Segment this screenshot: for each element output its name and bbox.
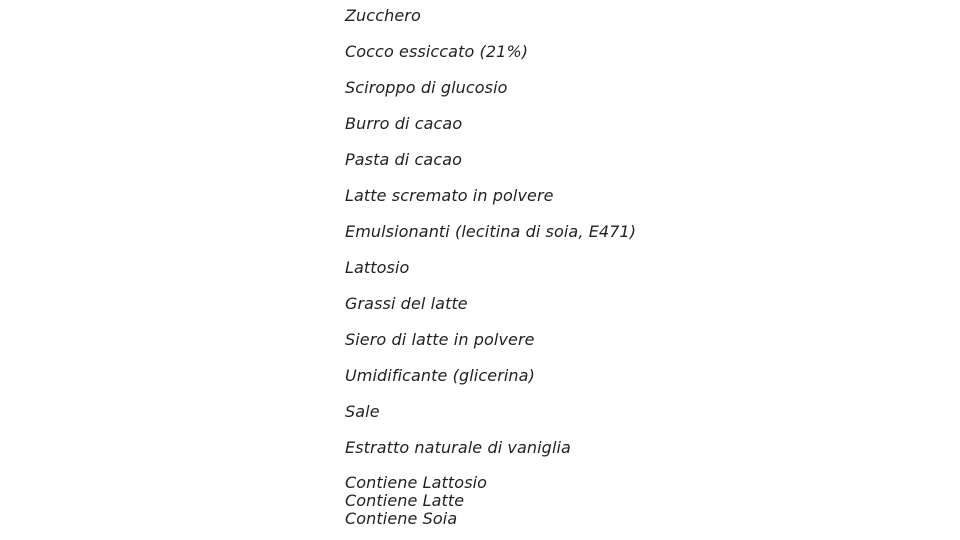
ingredient-item: Siero di latte in polvere <box>345 330 535 349</box>
ingredient-item: Sale <box>345 402 380 421</box>
ingredient-item: Umidificante (glicerina) <box>345 366 535 385</box>
ingredient-list <box>345 6 636 528</box>
allergen-line: Contiene Latte <box>345 491 465 510</box>
ingredient-item: Zucchero <box>345 6 421 25</box>
allergen-line: Contiene Lattosio <box>345 473 488 492</box>
ingredient-item: Grassi del latte <box>345 294 468 313</box>
ingredient-item: Latte scremato in polvere <box>345 186 554 205</box>
ingredient-item: Lattosio <box>345 258 410 277</box>
allergen-block <box>345 474 636 528</box>
ingredient-item: Sciroppo di glucosio <box>345 78 508 97</box>
ingredient-item: Estratto naturale di vaniglia <box>345 438 571 457</box>
ingredient-item: Cocco essiccato (21%) <box>345 42 529 61</box>
ingredient-item: Emulsionanti (lecitina di soia, E471) <box>345 222 637 241</box>
ingredient-item: Burro di cacao <box>345 114 463 133</box>
allergen-line: Contiene Soia <box>345 509 458 528</box>
ingredient-item: Pasta di cacao <box>345 150 463 169</box>
